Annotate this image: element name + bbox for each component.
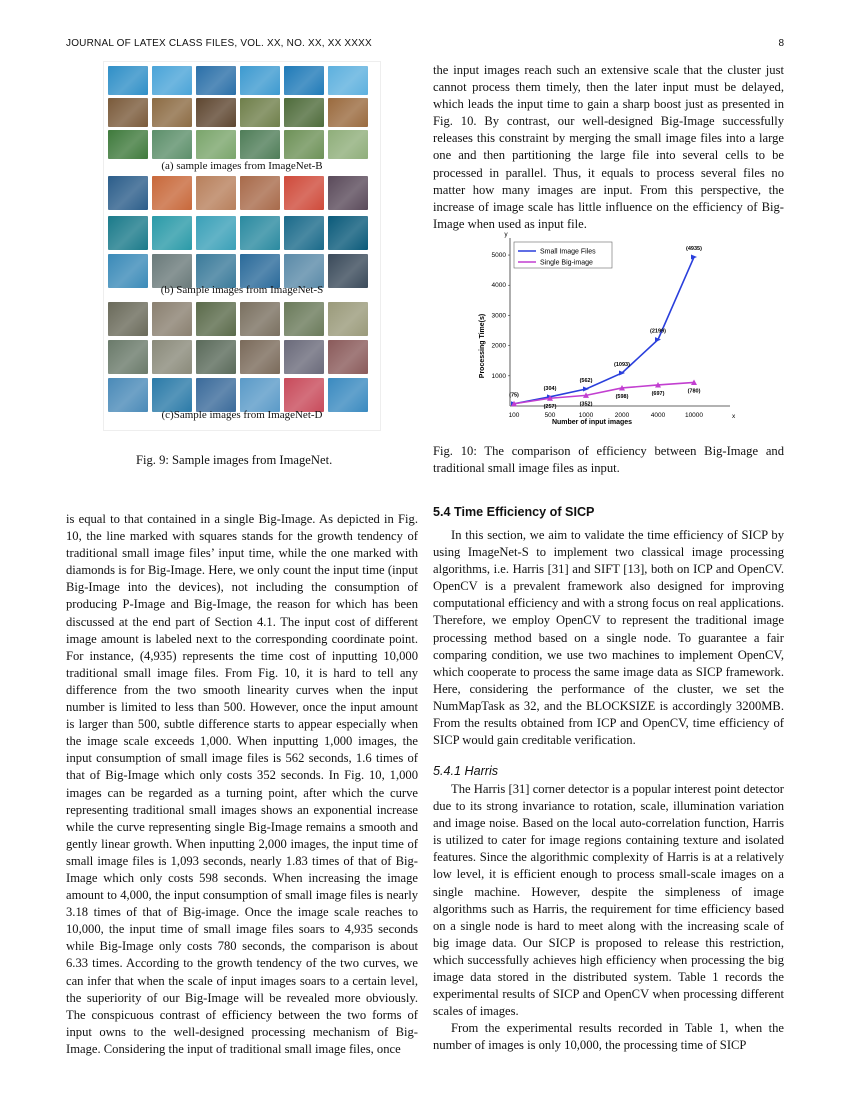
y-tick-label: 4000 [491, 282, 506, 290]
sample-image-thumbnail [328, 66, 368, 95]
sample-image-thumbnail [240, 130, 280, 159]
sample-image-thumbnail [152, 216, 192, 250]
legend-entry: Single Big-image [540, 259, 593, 267]
sample-image-thumbnail [196, 340, 236, 374]
sample-image-thumbnail [108, 378, 148, 412]
data-label: (352) [579, 401, 593, 408]
y-axis-label: Processing Time(s) [479, 313, 486, 379]
sample-image-thumbnail [196, 98, 236, 127]
data-label: (598) [615, 393, 629, 400]
left-column-text [66, 511, 418, 1058]
sample-image-thumbnail [152, 66, 192, 95]
section-title-5-4: 5.4 Time Efficiency of SICP [433, 505, 595, 519]
sample-image-thumbnail [284, 66, 324, 95]
sample-image-thumbnail [196, 130, 236, 159]
x-axis-label: Number of input images [551, 419, 633, 426]
sample-image-thumbnail [108, 216, 148, 250]
sample-image-thumbnail [240, 378, 280, 412]
series-line [514, 382, 694, 403]
sample-image-thumbnail [152, 130, 192, 159]
sample-image-thumbnail [240, 98, 280, 127]
sample-image-thumbnail [328, 176, 368, 210]
sample-image-thumbnail [240, 340, 280, 374]
paragraph: From the experimental results recorded in Table 1, when the number of images is only 10,000, the processing time of SICP [433, 1021, 784, 1053]
sample-image-thumbnail [240, 176, 280, 210]
sample-image-thumbnail [196, 66, 236, 95]
x-tick-label: 10000 [684, 412, 704, 419]
subsection-title-5-4-1: 5.4.1 Harris [433, 764, 499, 778]
image-row-a1 [108, 66, 368, 95]
sample-image-thumbnail [108, 130, 148, 159]
sample-image-thumbnail [108, 302, 148, 336]
data-label: (562) [579, 378, 593, 385]
y-tick-label: 3000 [491, 312, 506, 320]
legend-entry: Small Image Files [540, 248, 596, 256]
image-row-c1 [108, 302, 368, 336]
sample-image-thumbnail [284, 302, 324, 336]
sample-image-thumbnail [284, 378, 324, 412]
paragraph: the input images reach such an extensive scale that the cluster just cannot process them timely, then the later input must be delayed, which leads the input time to gain a sharp boost just as presented in Fig. 10. By contrast, our well-designed Big-Image successfully releases this constraint by merging the small image files into a large one and then partitioning the large file into several cells to be processed in parallel. Thus, it equals to process several files no matter how many images are input. From this perspective, the increase of image scale has little influence on the efficiency of Big-Image when used as input file. [433, 63, 784, 231]
sample-image-thumbnail [328, 254, 368, 288]
page-number: 8 [778, 38, 784, 49]
data-label: (4935) [686, 246, 702, 253]
subcaption-c: (c)Sample images from ImageNet-D [161, 409, 323, 421]
x-axis-letter: x [732, 413, 736, 420]
x-tick-label: 1000 [578, 412, 594, 419]
sample-image-thumbnail [108, 254, 148, 288]
data-label: (780) [687, 388, 701, 395]
subcaption-b: (b) Sample images from ImageNet-S [160, 284, 324, 296]
sample-image-thumbnail [328, 302, 368, 336]
x-tick-label: 500 [544, 412, 556, 419]
figure-10-chart [470, 232, 750, 428]
chart-lines [509, 246, 702, 410]
sample-image-thumbnail [240, 254, 280, 288]
section-5-4-body [433, 527, 784, 749]
sample-image-thumbnail [328, 378, 368, 412]
image-row-b3 [108, 254, 368, 288]
figure-10-caption: Fig. 10: The comparison of efficiency between Big-Image and traditional small image files as input. [433, 444, 784, 475]
sample-image-thumbnail [152, 340, 192, 374]
sample-image-thumbnail [152, 302, 192, 336]
section-5-4-1-body [433, 781, 784, 1055]
sample-image-thumbnail [328, 216, 368, 250]
image-row-c2 [108, 340, 368, 374]
right-column-top-text [433, 62, 784, 233]
sample-image-thumbnail [328, 340, 368, 374]
sample-image-thumbnail [152, 176, 192, 210]
sample-image-thumbnail [108, 66, 148, 95]
sample-image-thumbnail [108, 176, 148, 210]
paragraph: is equal to that contained in a single Big-Image. As depicted in Fig. 10, the line marked with squares stands for the growth tendency of traditional small image files’ input time, while the one marked with diamonds is for Big-Image. Here, we only count the input time (input Big-Image into the devices), not including the consumption of producing P-Image and Big-Image, the reason for which has been discussed at the end part of Section 4.1. The input cost of different image amount is labeled next to the corresponding coordinate point. For instance, (4,935) represents the time cost of inputting 10,000 traditional small image files. From Fig. 10, it is hard to tell any difference from the two smooth linearity curves when the input number is limited to less than 500. However, once the input amount is larger than 500, subtle difference starts to appear especially when the image scale exceeds 1,000. When inputting 1,000 images, the input consumption of small image files is 562 seconds, 1.6 times of that of Big-Image which only costs 352 seconds. In Fig. 10, 1,000 images can be regarded as a turning point, after which the curve representing traditional small images shows an exponential increase while the curve representing single Big-Image remains a smooth and gently linear growth. When inputting 2,000 images, the input time of small image files is 1,093 seconds, nearly 1.83 times of that of Big-Image which only costs 598 seconds. When increasing the image amount to 4,000, the input consumption of small image files is nearly 3.18 times of that of Big-image. Once the image scale reaches to 10,000, the input time of small image files soars to 4,935 seconds while Big-Image only costs 780 seconds, the comparison is about 6.33 times. According to the growth tendency of the two curves, we can infer that when the scale of input images soars to a certain level, the superiority of our Big-Image will be revealed more obviously. The conspicuous contrast of efficiency between the two forms of input owns to the well-designed processing mechanism of Big-Image. Considering the input of traditional small image files, once [66, 512, 418, 1056]
sample-image-thumbnail [152, 378, 192, 412]
data-label: (75) [509, 392, 519, 399]
x-tick-label: 2000 [614, 412, 630, 419]
sample-image-thumbnail [108, 98, 148, 127]
sample-image-thumbnail [284, 176, 324, 210]
sample-image-thumbnail [152, 98, 192, 127]
sample-image-thumbnail [108, 340, 148, 374]
sample-image-thumbnail [284, 98, 324, 127]
sample-image-thumbnail [196, 176, 236, 210]
x-tick-label: 100 [508, 412, 520, 419]
data-label: (257) [543, 404, 557, 411]
sample-image-thumbnail [284, 130, 324, 159]
sample-image-thumbnail [240, 302, 280, 336]
running-header: JOURNAL OF LATEX CLASS FILES, VOL. XX, NO. XX, XX XXXX [66, 38, 372, 49]
sample-image-thumbnail [152, 254, 192, 288]
sample-image-thumbnail [284, 254, 324, 288]
y-tick-label: 1000 [491, 372, 506, 380]
sample-image-thumbnail [196, 302, 236, 336]
image-row-b1 [108, 176, 368, 210]
sample-image-thumbnail [328, 130, 368, 159]
sample-image-thumbnail [196, 378, 236, 412]
image-row-c3 [108, 378, 368, 412]
paragraph: In this section, we aim to validate the time efficiency of SICP by using ImageNet-S to implement two classical image processing algorithms, i.e. Harris [31] and SIFT [13], both on ICP and OpenCV. OpenCV is a prevalent framework also designed for improving computational efficiency and with a strong focus on real applications. Therefore, we employ OpenCV to represent the traditional image processing method based on a single node. To guarantee a fair comparing condition, we use two machines to implement OpenCV, which cooperate to process the same image data as SICP framework. Here, considering the performance of the cluster, we set the NumMapTask as 32, and the BLOCKSIZE is accordingly 3200MB. From the results obtained from ICP and OpenCV, time efficiency of SICP would gain creditable verification. [433, 528, 784, 748]
series-line [514, 257, 694, 404]
y-axis-letter: y [504, 232, 508, 238]
data-label: (697) [651, 390, 665, 397]
image-row-b2 [108, 216, 368, 250]
sample-image-thumbnail [240, 216, 280, 250]
y-tick-label: 2000 [491, 342, 506, 350]
x-tick-label: 4000 [650, 412, 666, 419]
paragraph: The Harris [31] corner detector is a popular interest point detector due to its strong invariance to rotation, scale, illumination variation and image noise. Based on the local auto-correlation function, Harris is utilized to cater for image regions containing texture and isolated features. Since the algorithmic complexity of Harris is at a relatively low level, it is efficient enough to process small-scale images on a single machine. However, despite the simpleness of image algorithms such as Harris, the requirement for time efficiency based on a single node is hard to meet along with the increasing scale of big image data. Our SICP is proposed to release this restriction, which successfully achieves high efficiency when processing the big image data stored in the distributed system. Table 1 records the experimental results of SICP and OpenCV when processing different scales of images. [433, 782, 784, 1019]
sample-image-thumbnail [196, 254, 236, 288]
y-tick-label: 5000 [491, 252, 506, 260]
sample-image-thumbnail [328, 98, 368, 127]
chart-legend [514, 242, 612, 268]
figure-9-panel [104, 62, 380, 430]
data-label: (304) [543, 385, 557, 392]
subcaption-a: (a) sample images from ImageNet-B [161, 160, 323, 172]
image-row-a3 [108, 130, 368, 159]
data-label: (2199) [650, 328, 666, 335]
sample-image-thumbnail [284, 340, 324, 374]
image-row-a2 [108, 98, 368, 127]
sample-image-thumbnail [240, 66, 280, 95]
data-label: (1093) [614, 362, 630, 369]
sample-image-thumbnail [284, 216, 324, 250]
sample-image-thumbnail [196, 216, 236, 250]
figure-9-caption: Fig. 9: Sample images from ImageNet. [136, 453, 333, 467]
